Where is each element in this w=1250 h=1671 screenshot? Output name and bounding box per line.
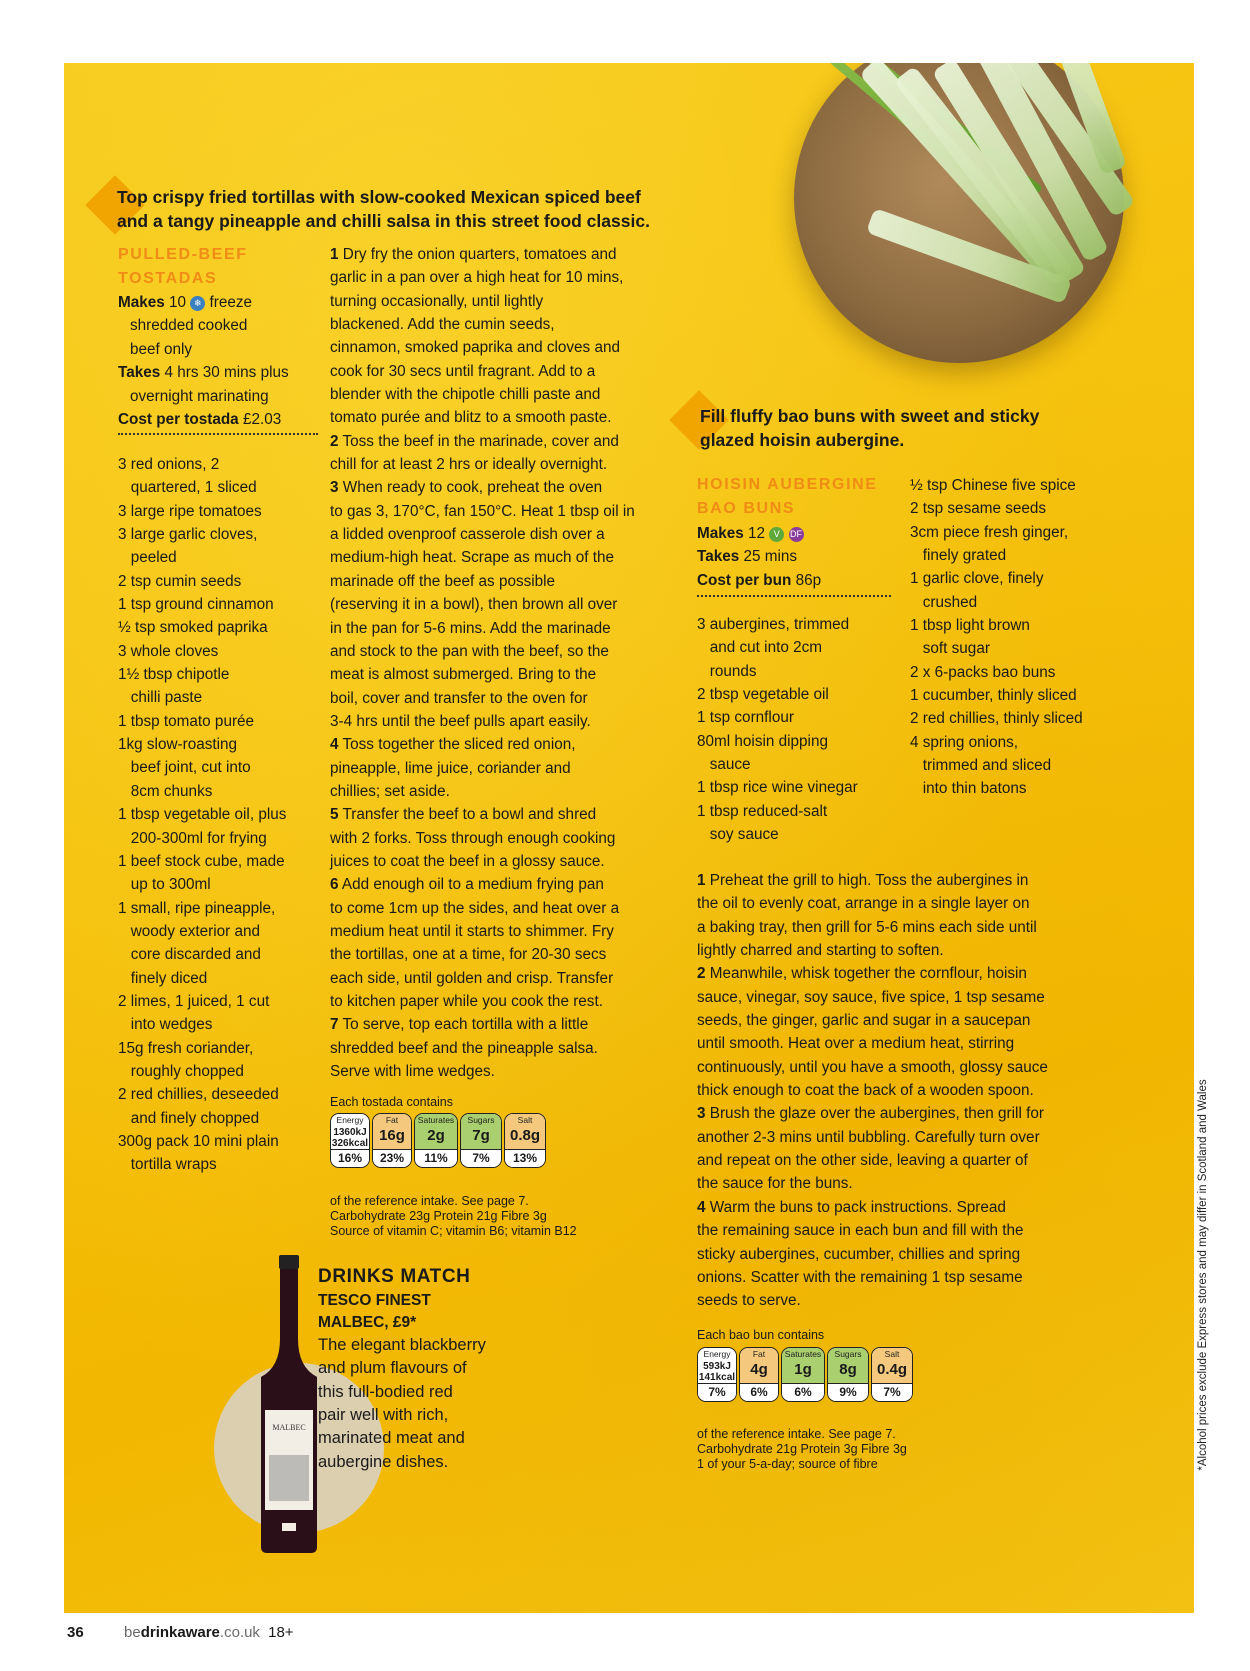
drinkaware-be: be xyxy=(124,1624,141,1641)
method-step-line: the tortillas, one at a time, for 20-30 secs xyxy=(330,946,607,964)
energy-kcal: 326kcal xyxy=(331,1138,369,1149)
energy-pct: 16% xyxy=(331,1149,369,1167)
ingredient-line: 3 large ripe tomatoes xyxy=(118,502,262,520)
method-step-line: and repeat on the other side, leaving a quarter of xyxy=(697,1152,1028,1170)
method-step-line: chill for at least 2 hrs or ideally overnight. xyxy=(330,456,608,474)
method-step-line: to come 1cm up the sides, and heat over a xyxy=(330,899,620,917)
ingredient-line: quartered, 1 sliced xyxy=(118,479,257,497)
ingredient-line: crushed xyxy=(910,593,978,611)
ingredient-line: finely diced xyxy=(118,969,208,987)
bao-nutrition-foot xyxy=(697,1427,907,1472)
ingredient-line: 1 tbsp rice wine vinegar xyxy=(697,779,858,797)
bao-ingredients-col1 xyxy=(697,613,858,846)
title-line: BAO BUNS xyxy=(697,500,796,517)
method-step-line: in the pan for 5-6 mins. Add the marinade xyxy=(330,619,611,637)
alcohol-price-note-text: *Alcohol prices exclude Express stores and may differ in Scotland and Wales xyxy=(1197,1079,1209,1471)
freeze-text: shredded cooked xyxy=(130,317,248,335)
drinks-text-line: this full-bodied red xyxy=(318,1382,453,1401)
method-step-line: a lidded ovenproof casserole dish over a xyxy=(330,526,605,544)
saturates-label: Saturates xyxy=(782,1348,824,1361)
sugars-cell xyxy=(827,1347,869,1402)
method-step-line: boil, cover and transfer to the oven for xyxy=(330,689,588,707)
nutrition-foot-line: of the reference intake. See page 7. xyxy=(697,1427,896,1441)
energy-kj: 593kJ xyxy=(703,1361,731,1372)
ingredient-line: 1 cucumber, thinly sliced xyxy=(910,687,1077,705)
method-step-line: 5 Transfer the beef to a bowl and shred xyxy=(330,806,597,824)
energy-label: Energy xyxy=(698,1348,736,1361)
method-step-line: a baking tray, then grill for 5-6 mins each side until xyxy=(697,918,1037,936)
ingredient-line: 3cm piece fresh ginger, xyxy=(910,523,1069,541)
method-step-line: onions. Scatter with the remaining 1 tsp sesame xyxy=(697,1268,1023,1286)
energy-cell xyxy=(330,1113,370,1168)
takes-label: Takes xyxy=(118,364,161,382)
method-step-line: 6 Add enough oil to a medium frying pan xyxy=(330,876,604,894)
method-step-line: Serve with lime wedges. xyxy=(330,1063,495,1081)
method-step-line: medium heat until it starts to shimmer. Fry xyxy=(330,922,614,940)
cost-value: £2.03 xyxy=(242,411,282,429)
wine-bottle-image xyxy=(249,1255,329,1555)
fat-value: 4g xyxy=(740,1361,778,1383)
fat-pct: 23% xyxy=(373,1149,411,1167)
ingredient-line: 1 small, ripe pineapple, xyxy=(118,899,276,917)
method-step-line: medium-high heat. Scrape as much of the xyxy=(330,549,614,567)
ingredient-line: 4 spring onions, xyxy=(910,733,1018,751)
drinkaware-domain: .co.uk xyxy=(219,1624,260,1641)
energy-cell xyxy=(697,1347,737,1402)
ingredient-line: into thin batons xyxy=(910,780,1027,798)
alcohol-price-note xyxy=(1193,1065,1213,1485)
method-step-line: 3-4 hrs until the beef pulls apart easily. xyxy=(330,712,591,730)
cost-label: Cost per tostada xyxy=(118,411,239,429)
nutrition-caption: Each bao bun contains xyxy=(697,1328,825,1342)
bao-method xyxy=(697,869,1048,1313)
bottle-label: MALBEC xyxy=(272,1423,306,1432)
makes-value: 12 xyxy=(748,525,766,542)
method-step-line: shredded beef and the pineapple salsa. xyxy=(330,1039,598,1057)
ingredient-line: 1½ tbsp chipotle xyxy=(118,666,230,684)
tostadas-method xyxy=(330,243,635,1083)
method-step-line: marinade off the beef as possible xyxy=(330,572,556,590)
method-step-line: 3 Brush the glaze over the aubergines, then grill for xyxy=(697,1105,1044,1123)
ingredient-line: 1 tbsp tomato purée xyxy=(118,712,255,730)
salt-cell xyxy=(871,1347,913,1402)
freeze-text: beef only xyxy=(130,340,193,358)
dairy-free-icon: DF xyxy=(789,527,804,542)
title-line: PULLED-BEEF xyxy=(118,246,248,263)
nutrition-foot-line: Source of vitamin C; vitamin B6; vitamin B12 xyxy=(330,1224,577,1238)
bao-title xyxy=(697,473,878,521)
method-step-line: and stock to the pan with the beef, so the xyxy=(330,642,609,660)
ingredient-line: chilli paste xyxy=(118,689,203,707)
intro-line: Fill fluffy bao buns with sweet and sticky xyxy=(700,406,1040,426)
drinks-text-line: marinated meat and xyxy=(318,1429,465,1448)
method-step-line: juices to coat the beef in a glossy sauce. xyxy=(330,852,605,870)
nutrition-caption: Each tostada contains xyxy=(330,1095,453,1109)
ingredient-line: 1 beef stock cube, made xyxy=(118,852,285,870)
fat-label: Fat xyxy=(373,1114,411,1127)
method-step-line: (reserving it in a bowl), then brown all over xyxy=(330,596,618,614)
tostadas-ingredients xyxy=(118,453,286,1177)
intro-line: glazed hoisin aubergine. xyxy=(700,430,905,450)
ingredient-line: into wedges xyxy=(118,1016,213,1034)
ingredient-line: woody exterior and xyxy=(118,922,260,940)
sugars-pct: 7% xyxy=(461,1149,501,1167)
method-step-line: pineapple, lime juice, coriander and xyxy=(330,759,571,777)
saturates-value: 1g xyxy=(782,1361,824,1383)
sugars-value: 7g xyxy=(461,1127,501,1149)
method-step-line: another 2-3 mins until bubbling. Carefully turn over xyxy=(697,1128,1040,1146)
method-step-line: seeds, the ginger, garlic and sugar in a saucepan xyxy=(697,1012,1031,1030)
ingredient-line: trimmed and sliced xyxy=(910,757,1052,775)
ingredient-line: 2 tsp cumin seeds xyxy=(118,572,242,590)
sugars-cell xyxy=(460,1113,502,1168)
ingredient-line: soy sauce xyxy=(697,826,779,844)
fat-cell xyxy=(372,1113,412,1168)
fat-value: 16g xyxy=(373,1127,411,1149)
ingredient-line: peeled xyxy=(118,549,177,567)
ingredient-line: 2 red chillies, thinly sliced xyxy=(910,710,1083,728)
drinks-text-line: pair well with rich, xyxy=(318,1406,449,1425)
bao-nutrition xyxy=(697,1347,913,1402)
bao-meta xyxy=(697,522,897,592)
tostadas-nutrition xyxy=(330,1113,546,1168)
method-step-line: the remaining sauce in each bun and fill with the xyxy=(697,1222,1024,1240)
cost-label: Cost per bun xyxy=(697,571,792,589)
intro-line: and a tangy pineapple and chilli salsa in this street food classic. xyxy=(117,211,650,231)
ingredient-line: 1kg slow-roasting xyxy=(118,736,238,754)
ingredient-line: 1 tbsp reduced-salt xyxy=(697,802,828,820)
takes-value: 25 mins xyxy=(743,548,798,566)
salt-label: Salt xyxy=(505,1114,545,1127)
title-line: TOSTADAS xyxy=(118,270,218,287)
ingredient-line: 15g fresh coriander, xyxy=(118,1039,254,1057)
sugars-label: Sugars xyxy=(828,1348,868,1361)
ingredient-line: 1 garlic clove, finely xyxy=(910,570,1044,588)
method-step-line: until smooth. Heat over a medium heat, stirring xyxy=(697,1035,1015,1053)
method-step-line: seeds to serve. xyxy=(697,1292,801,1310)
method-step-line: garlic in a pan over a high heat for 10 mins, xyxy=(330,269,624,287)
drinks-text-line: The elegant blackberry xyxy=(318,1336,486,1354)
takes-extra: overnight marinating xyxy=(130,387,269,405)
ingredient-line: 200-300ml for frying xyxy=(118,829,267,847)
ingredient-line: 3 red onions, 2 xyxy=(118,456,220,473)
ingredient-line: 3 whole cloves xyxy=(118,642,219,660)
salt-pct: 7% xyxy=(872,1383,912,1401)
recipe-panel xyxy=(64,63,1194,1613)
ingredient-line: and finely chopped xyxy=(118,1109,260,1127)
method-step-line: sauce, vinegar, soy sauce, five spice, 1 tsp sesame xyxy=(697,988,1045,1006)
makes-label: Makes xyxy=(118,294,165,311)
method-step-line: 2 Toss the beef in the marinade, cover and xyxy=(330,432,619,450)
cost-value: 86p xyxy=(795,571,822,589)
ingredient-line: ½ tsp Chinese five spice xyxy=(910,477,1076,494)
method-step-line: chillies; set aside. xyxy=(330,782,450,800)
drinks-product-line: MALBEC, £9* xyxy=(318,1314,417,1331)
saturates-value: 2g xyxy=(415,1127,457,1149)
method-step-line: 4 Warm the buns to pack instructions. Spread xyxy=(697,1198,1006,1216)
energy-pct: 7% xyxy=(698,1383,736,1401)
ingredient-line: 3 aubergines, trimmed xyxy=(697,616,850,633)
salt-cell xyxy=(504,1113,546,1168)
freeze-icon: ❄ xyxy=(190,296,205,311)
nutrition-foot-line: Carbohydrate 23g Protein 21g Fibre 3g xyxy=(330,1209,547,1223)
freeze-text: freeze xyxy=(209,294,253,311)
ingredient-line: 2 red chillies, deseeded xyxy=(118,1086,279,1104)
method-step-line: sticky aubergines, cucumber, chillies and spring xyxy=(697,1245,1021,1263)
drinks-product-line: TESCO FINEST xyxy=(318,1292,431,1309)
ingredient-line: 80ml hoisin dipping xyxy=(697,732,828,750)
ingredient-line: 2 x 6-packs bao buns xyxy=(910,663,1056,681)
method-step-line: lightly charred and starting to soften. xyxy=(697,942,944,960)
age-badge: 18+ xyxy=(268,1624,294,1641)
drinkaware-link[interactable] xyxy=(124,1624,294,1641)
divider xyxy=(118,433,318,435)
nutrition-foot-line: Carbohydrate 21g Protein 3g Fibre 3g xyxy=(697,1442,907,1456)
salt-value: 0.4g xyxy=(872,1361,912,1383)
makes-label: Makes xyxy=(697,525,744,542)
intro-line: Top crispy fried tortillas with slow-cooked Mexican spiced beef xyxy=(117,187,641,207)
energy-kj: 1360kJ xyxy=(333,1127,367,1138)
method-step-line: 1 Preheat the grill to high. Toss the aubergines in xyxy=(697,872,1029,889)
tostadas-intro xyxy=(117,185,757,233)
method-step-line: meat is almost submerged. Bring to the xyxy=(330,666,597,684)
saturates-pct: 11% xyxy=(415,1149,457,1167)
nutrition-foot-line: 1 of your 5-a-day; source of fibre xyxy=(697,1457,878,1471)
ingredient-line: 3 large garlic cloves, xyxy=(118,526,258,544)
method-step-line: 2 Meanwhile, whisk together the cornflour, hoisin xyxy=(697,965,1027,983)
salt-value: 0.8g xyxy=(505,1127,545,1149)
bao-ingredients-col2 xyxy=(910,474,1083,801)
ingredient-line: roughly chopped xyxy=(118,1062,244,1080)
ingredient-line: up to 300ml xyxy=(118,876,211,894)
ingredient-line: 2 tsp sesame seeds xyxy=(910,500,1047,518)
ingredient-line: 8cm chunks xyxy=(118,782,213,800)
fat-pct: 6% xyxy=(740,1383,778,1401)
ingredient-line: sauce xyxy=(697,756,751,774)
salt-pct: 13% xyxy=(505,1149,545,1167)
ingredient-line: tortilla wraps xyxy=(118,1156,217,1174)
method-step-line: 3 When ready to cook, preheat the oven xyxy=(330,479,603,497)
drinkaware-word: drinkaware xyxy=(140,1624,220,1641)
ingredient-line: 2 tbsp vegetable oil xyxy=(697,686,829,704)
page-number: 36 xyxy=(67,1624,84,1641)
takes-value: 4 hrs 30 mins plus xyxy=(164,364,289,382)
nutrition-foot-line: of the reference intake. See page 7. xyxy=(330,1194,529,1208)
bao-intro xyxy=(700,404,1180,452)
drinks-text xyxy=(318,1334,486,1474)
ingredient-line: core discarded and xyxy=(118,946,261,964)
method-step-line: each side, until golden and crisp. Transfer xyxy=(330,969,614,987)
drinks-heading: DRINKS MATCH xyxy=(318,1266,471,1287)
method-step-line: to gas 3, 170°C, fan 150°C. Heat 1 tbsp oil in xyxy=(330,502,635,520)
ingredient-line: ½ tsp smoked paprika xyxy=(118,619,268,637)
method-step-line: blender with the chipotle chilli paste and xyxy=(330,386,601,404)
ingredient-line: 1 tbsp light brown xyxy=(910,617,1030,635)
method-step-line: tomato purée and blitz to a smooth paste. xyxy=(330,409,612,427)
sugars-label: Sugars xyxy=(461,1114,501,1127)
ingredient-line: and cut into 2cm xyxy=(697,639,822,657)
method-step-line: the sauce for the buns. xyxy=(697,1175,853,1193)
ingredient-line: soft sugar xyxy=(910,640,990,658)
ingredient-line: 1 tsp ground cinnamon xyxy=(118,596,274,614)
title-line: HOISIN AUBERGINE xyxy=(697,476,878,493)
method-step-line: continuously, until you have a smooth, glossy sauce xyxy=(697,1058,1048,1076)
drinks-text-line: aubergine dishes. xyxy=(318,1452,449,1471)
saturates-cell xyxy=(781,1347,825,1402)
method-step-line: cinnamon, smoked paprika and cloves and xyxy=(330,339,620,357)
tostadas-nutrition-foot xyxy=(330,1194,577,1239)
ingredient-line: 1 tsp cornflour xyxy=(697,709,794,727)
energy-label: Energy xyxy=(331,1114,369,1127)
drinks-product xyxy=(318,1290,431,1334)
sugars-pct: 9% xyxy=(828,1383,868,1401)
fat-cell xyxy=(739,1347,779,1402)
tostadas-meta xyxy=(118,291,318,431)
saturates-pct: 6% xyxy=(782,1383,824,1401)
saturates-cell xyxy=(414,1113,458,1168)
sugars-value: 8g xyxy=(828,1361,868,1383)
makes-value: 10 xyxy=(169,294,187,311)
divider xyxy=(697,595,891,597)
energy-kcal: 141kcal xyxy=(698,1372,736,1383)
fat-label: Fat xyxy=(740,1348,778,1361)
ingredient-line: 2 limes, 1 juiced, 1 cut xyxy=(118,992,270,1010)
method-step-line: the oil to evenly coat, arrange in a single layer on xyxy=(697,895,1030,913)
ingredient-line: finely grated xyxy=(910,547,1007,565)
method-step-line: thick enough to coat the back of a wooden spoon. xyxy=(697,1082,1034,1100)
method-step-line: 4 Toss together the sliced red onion, xyxy=(330,736,576,754)
salt-label: Salt xyxy=(872,1348,912,1361)
method-step-line: cook for 30 secs until fragrant. Add to a xyxy=(330,362,596,380)
method-step-line: with 2 forks. Toss through enough cooking xyxy=(330,829,616,847)
ingredient-line: rounds xyxy=(697,662,757,680)
method-step-line: 1 Dry fry the onion quarters, tomatoes and xyxy=(330,246,617,263)
vegetarian-icon: V xyxy=(769,527,784,542)
method-step-line: 7 To serve, top each tortilla with a little xyxy=(330,1016,589,1034)
saturates-label: Saturates xyxy=(415,1114,457,1127)
ingredient-line: 300g pack 10 mini plain xyxy=(118,1132,279,1150)
takes-label: Takes xyxy=(697,548,740,566)
ingredient-line: 1 tbsp vegetable oil, plus xyxy=(118,806,287,824)
method-step-line: to kitchen paper while you cook the rest. xyxy=(330,993,603,1010)
method-step-line: blackened. Add the cumin seeds, xyxy=(330,316,555,334)
drinks-text-line: and plum flavours of xyxy=(318,1359,467,1378)
ingredient-line: beef joint, cut into xyxy=(118,759,251,777)
method-step-line: turning occasionally, until lightly xyxy=(330,292,544,310)
tostadas-title xyxy=(118,243,248,291)
